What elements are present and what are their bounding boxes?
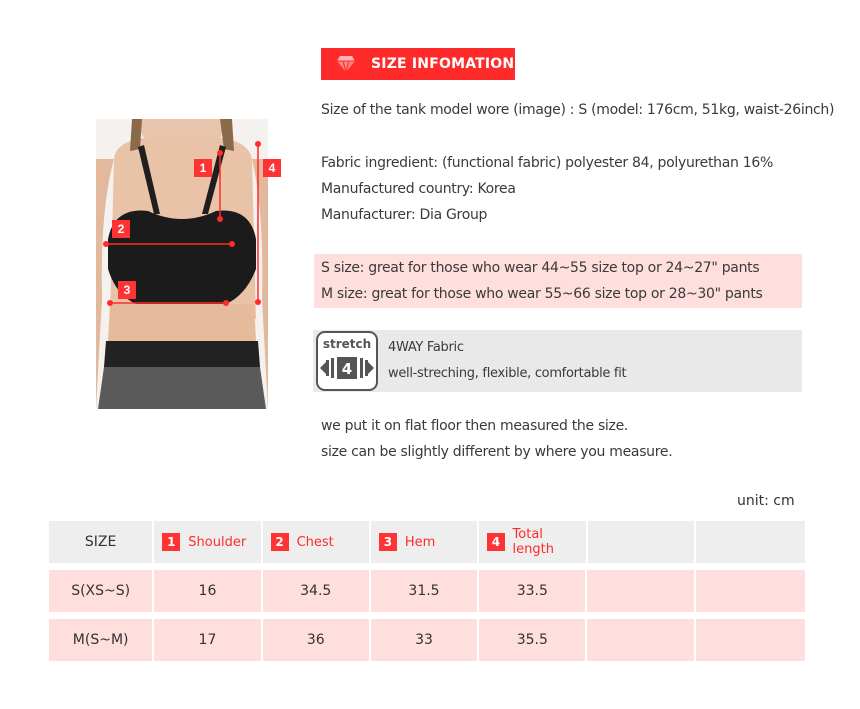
row-chest: 36	[263, 619, 369, 661]
row-shoulder: 17	[154, 619, 260, 661]
diamond-icon	[321, 48, 371, 80]
header-shoulder-label: Shoulder	[188, 534, 247, 550]
size-table	[49, 521, 805, 668]
section-title: SIZE INFOMATION	[371, 56, 515, 72]
manufacturer: Manufacturer: Dia Group	[321, 207, 488, 223]
measure-note-2: size can be slightly different by where you measure.	[321, 444, 673, 460]
header-empty-1	[588, 521, 694, 563]
header-hem	[371, 521, 477, 563]
header-hem-number: 3	[379, 533, 397, 551]
size-note-m: M size: great for those who wear 55~66 size top or 28~30" pants	[321, 286, 763, 302]
fabric-ingredient: Fabric ingredient: (functional fabric) polyester 84, polyurethan 16%	[321, 155, 773, 171]
row-size: M(S~M)	[49, 619, 152, 661]
row-hem: 33	[371, 619, 477, 661]
unit-label: unit: cm	[737, 493, 795, 509]
model-photo	[96, 119, 268, 409]
stretch-description: well-streching, flexible, comfortable fit	[388, 366, 627, 381]
header-chest-label: Chest	[296, 534, 334, 550]
table-row	[49, 619, 805, 661]
header-total-length-number: 4	[487, 533, 504, 551]
header-total-length-label: Total length	[512, 527, 554, 557]
header-shoulder	[154, 521, 260, 563]
row-total-length: 35.5	[479, 619, 585, 661]
marker-2: 2	[112, 220, 130, 238]
measure-note-1: we put it on flat floor then measured the size.	[321, 418, 629, 434]
stretch-title: 4WAY Fabric	[388, 340, 464, 355]
header-empty-2	[696, 521, 805, 563]
marker-3: 3	[118, 281, 136, 299]
size-information-badge	[321, 48, 515, 80]
stretch-icon-number: 4	[341, 360, 353, 378]
header-total-length	[479, 521, 585, 563]
stretch-icon	[316, 331, 378, 391]
marker-4: 4	[263, 159, 281, 177]
row-chest: 34.5	[263, 570, 369, 612]
header-hem-label: Hem	[404, 534, 436, 550]
stretch-box	[313, 330, 802, 392]
marker-1: 1	[194, 159, 212, 177]
row-shoulder: 16	[154, 570, 260, 612]
manufactured-country: Manufactured country: Korea	[321, 181, 516, 197]
row-empty-2	[696, 619, 805, 661]
header-shoulder-number: 1	[162, 533, 180, 551]
row-hem: 31.5	[371, 570, 477, 612]
table-header-row	[49, 521, 805, 563]
row-size: S(XS~S)	[49, 570, 152, 612]
header-size: SIZE	[49, 521, 152, 563]
row-empty-2	[696, 570, 805, 612]
row-total-length: 33.5	[479, 570, 585, 612]
model-info: Size of the tank model wore (image) : S (model: 176cm, 51kg, waist-26inch)	[321, 102, 835, 118]
table-row	[49, 570, 805, 612]
stretch-icon-word: stretch	[322, 337, 372, 351]
header-chest	[263, 521, 369, 563]
header-chest-number: 2	[271, 533, 289, 551]
size-note-s: S size: great for those who wear 44~55 size top or 24~27" pants	[321, 260, 760, 276]
row-empty-1	[587, 570, 693, 612]
row-empty-1	[587, 619, 693, 661]
